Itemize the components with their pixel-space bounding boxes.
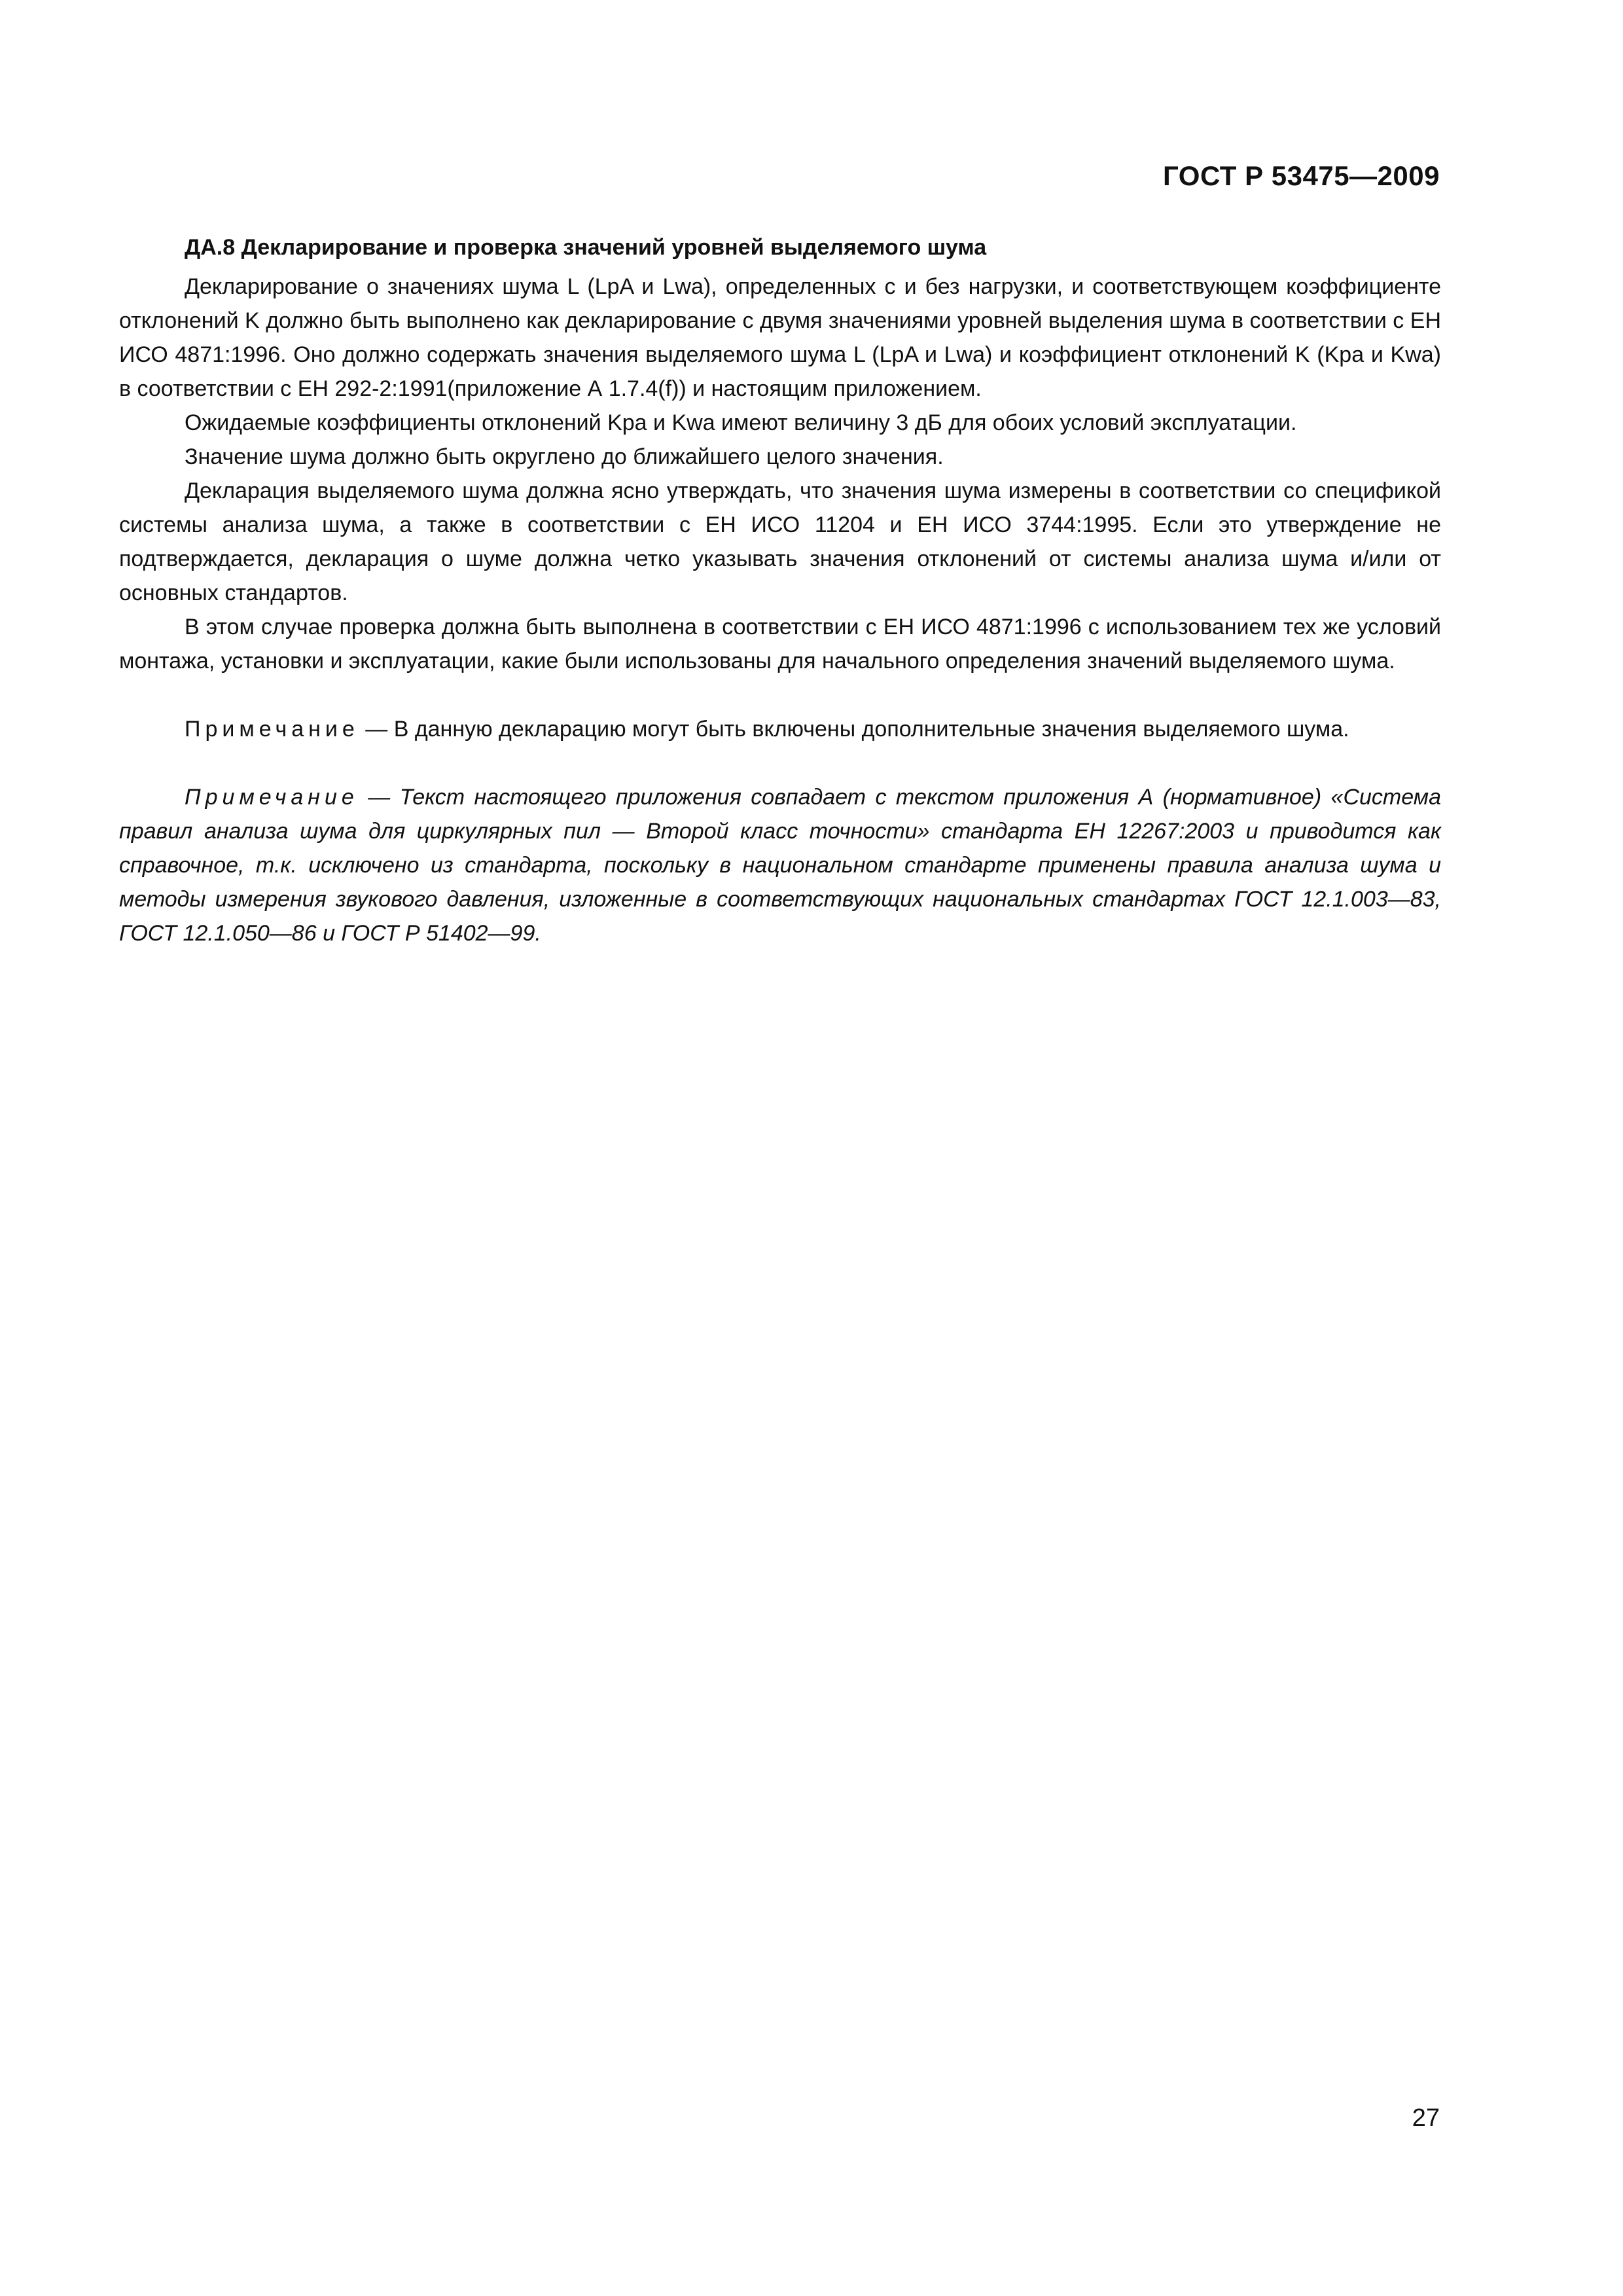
- document-header: ГОСТ Р 53475—2009: [1163, 160, 1440, 191]
- page-number: 27: [1412, 2104, 1440, 2132]
- note: [119, 712, 1441, 746]
- paragraph: Значение шума должно быть округлено до ближайшего целого значения.: [185, 444, 944, 469]
- note-label: Примечание: [185, 785, 359, 810]
- paragraph: Ожидаемые коэффициенты отклонений Kpa и Kwa имеют величину 3 дБ для обоих условий эксплуатации.: [185, 410, 1297, 435]
- paragraph: Декларирование о значениях шума L (LpA и Lwa), определенных с и без нагрузки, и соответствующем коэффициенте отклонений K должно быть выполнено как декларирование с двумя значениями уровней выделения шума в соответствии с ЕН ИСО 4871:1996. Оно должно содержать значения выделяемого шума L (LpA и Lwa) и коэффициент отклонений K (Kpa и Kwa) в соответствии с ЕН 292-2:1991(приложение А 1.7.4(f)) и настоящим приложением.: [119, 274, 1441, 401]
- page-content: [119, 230, 1441, 950]
- paragraph: В этом случае проверка должна быть выполнена в соответствии с ЕН ИСО 4871:1996 с использованием тех же условий монтажа, установки и эксплуатации, какие были использованы для начального определения значений выделяемого шума.: [119, 615, 1441, 673]
- note-italic: [119, 780, 1441, 950]
- paragraph: Декларация выделяемого шума должна ясно утверждать, что значения шума измерены в соответствии со спецификой системы анализа шума, а также в соответствии с ЕН ИСО 11204 и ЕН ИСО 3744:1995. Если это утверждение не подтверждается, декларация о шуме должна четко указывать значения отклонений от системы анализа шума и/или от основных стандартов.: [119, 478, 1441, 605]
- note-text: — В данную декларацию могут быть включены дополнительные значения выделяемого шума.: [359, 717, 1349, 742]
- note-text: — Текст настоящего приложения совпадает с текстом приложения А (нормативное) «Система правил анализа шума для циркулярных пил — Второй класс точности» стандарта ЕН 12267:2003 и приводится как справочное, т.к. исключено из стандарта, поскольку в национальном стандарте применены правила анализа шума и методы измерения звукового давления, изложенные в соответствующих национальных стандартах ГОСТ 12.1.003—83, ГОСТ 12.1.050—86 и ГОСТ Р 51402—99.: [119, 785, 1441, 946]
- section-title: ДА.8 Декларирование и проверка значений уровней выделяемого шума: [185, 235, 987, 260]
- note-label: Примечание: [185, 717, 359, 742]
